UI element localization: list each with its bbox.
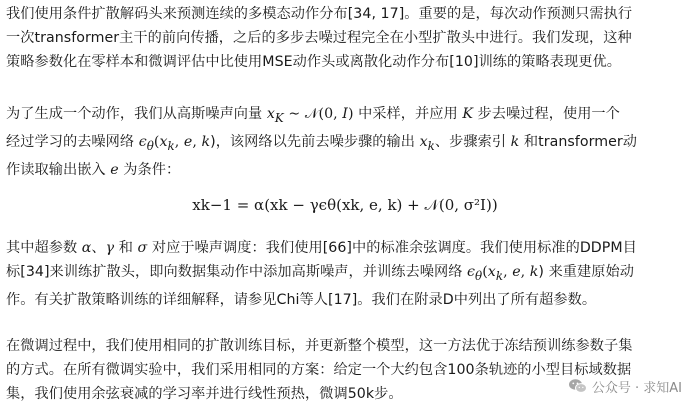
text-line: 我们使用条件扩散解码头来预测连续的多模态动作分布[34, 17]。重要的是，每次动作预测只需执行 — [6, 6, 633, 22]
paragraph-noise-schedule — [6, 236, 690, 312]
text-line: 策略参数化在零样本和微调评估中比使用MSE动作头或离散化动作分布[10]训练的策略表现更优。 — [6, 54, 621, 70]
text-line: 集，我们使用余弦衰减的学习率并进行线性预热，微调50k步。 — [6, 386, 403, 402]
paragraph-action-generation — [6, 102, 690, 182]
text-line: 作。有关扩散策略训练的详细解释，请参见Chi等人[17]。我们在附录D中列出了所有超参数。 — [6, 291, 597, 308]
watermark — [568, 374, 682, 398]
text-line: 在微调过程中，我们使用相同的扩散训练目标，并更新整个模型，这一方法优于冻结预训练参数子集 — [6, 338, 633, 354]
equation-text: xk−1 = α(xk − γϵθ(xk, e, k) + 𝒩(0, σ²I)) — [192, 196, 498, 214]
watermark-text: 公众号 · 求知AI — [591, 380, 682, 396]
text-line: 的方式。在所有微调实验中，我们采用相同的方案：给定一个大约包含100条轨迹的小型目标域数据 — [6, 362, 632, 378]
text-line: 其中超参数 α、γ 和 σ 对应于噪声调度：我们使用[66]中的标准余弦调度。我们使用标准的DDPM目 — [6, 240, 637, 256]
text-line: 为了生成一个动作，我们从高斯噪声向量 $x_K$ ∼ 𝒩(0, I) 中采样，并应用 K 步去噪过程，使用一个 — [6, 106, 620, 125]
text-line: 标[34]来训练扩散头，即向数据集动作中添加高斯噪声，并训练去噪网络 $\epsilon_\theta(x_k$, e, k) 来重建原始动 — [6, 264, 634, 283]
text-line: 经过学习的去噪网络 $\epsilon_\theta(x_k$, e, k)，该网络以先前去噪步骤的输出 $x_k$、步骤索引 k 和transformer动 — [6, 133, 637, 153]
text-line: 作读取输出嵌入 e 为条件： — [6, 161, 181, 178]
denoising-equation — [0, 192, 690, 218]
paragraph-diffusion-head — [6, 2, 690, 74]
text-line: 一次transformer主干的前向传播，之后的多步去噪过程完全在小型扩散头中进行。我们发现，这种 — [6, 30, 632, 46]
wechat-icon — [568, 378, 588, 394]
